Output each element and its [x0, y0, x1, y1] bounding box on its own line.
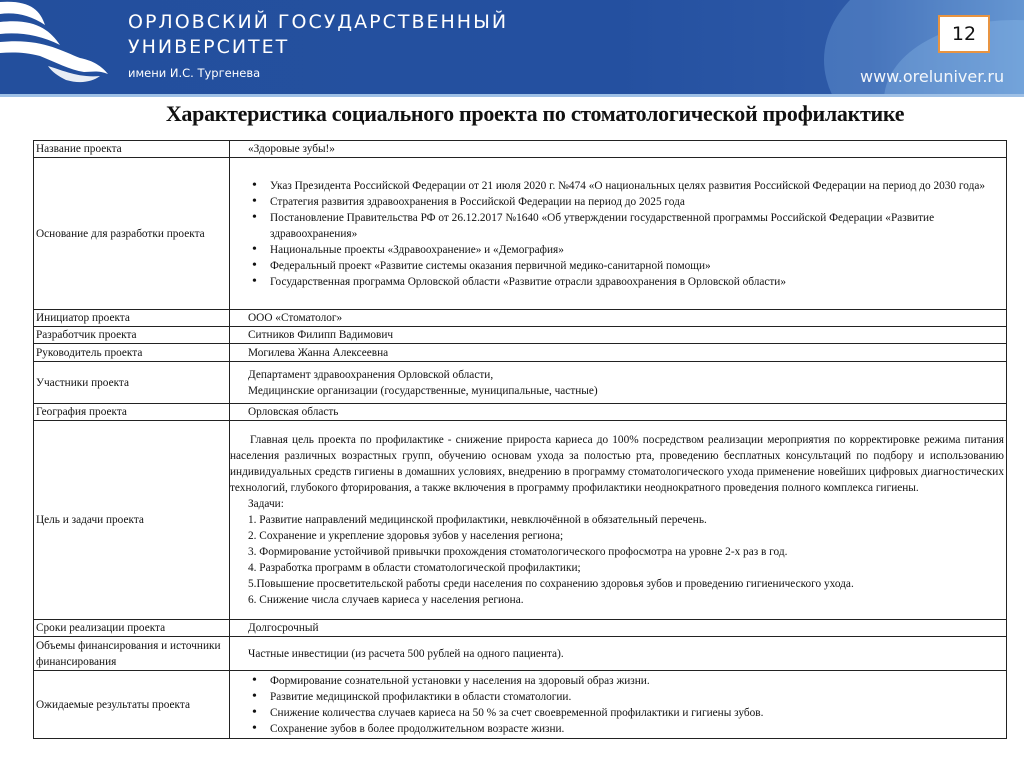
row-value	[230, 421, 1007, 620]
basis-list	[232, 178, 1004, 290]
table-row-developer	[34, 327, 1007, 344]
task-item: 5.Повышение просветительской работы среди населения по сохранению здоровья зубов и проведению гигиенического ухода.	[248, 578, 854, 590]
tasks-list	[230, 496, 1004, 608]
row-label: Цель и задачи проекта	[34, 421, 230, 620]
table-row-basis	[34, 158, 1007, 310]
table-row-manager	[34, 344, 1007, 362]
row-value: «Здоровые зубы!»	[230, 141, 1007, 158]
table-row-results	[34, 671, 1007, 739]
university-banner	[0, 0, 1024, 94]
university-name	[128, 10, 508, 60]
row-value: Частные инвестиции (из расчета 500 рублей на одного пациента).	[230, 637, 1007, 671]
row-label: География проекта	[34, 404, 230, 421]
table-row-initiator	[34, 310, 1007, 327]
row-value: Могилева Жанна Алексеевна	[230, 344, 1007, 362]
list-item: • Постановление Правительства РФ от 26.12.2017 №1640 «Об утверждении государственной программы Российской Федерации «Развитие здравоохранения»	[252, 210, 1004, 242]
table-row-participants	[34, 362, 1007, 404]
row-value	[230, 671, 1007, 739]
row-value: Долгосрочный	[230, 620, 1007, 637]
list-item: • Указ Президента Российской Федерации от 21 июля 2020 г. №474 «О национальных целях развития Российской Федерации на период до 2030 года»	[252, 178, 1004, 194]
row-label: Основание для разработки проекта	[34, 158, 230, 310]
eagle-logo-icon	[0, 0, 115, 94]
row-value: ООО «Стоматолог»	[230, 310, 1007, 327]
row-value: Ситников Филипп Вадимович	[230, 327, 1007, 344]
participant-line: Департамент здравоохранения Орловской области,	[248, 368, 494, 381]
task-item: 6. Снижение числа случаев кариеса у населения региона.	[248, 594, 524, 606]
task-item: 3. Формирование устойчивой привычки прохождения стоматологического профосмотра на уровне 2-х раз в год.	[248, 546, 788, 558]
list-item: • Формирование сознательной установки у населения на здоровый образ жизни.	[252, 673, 1004, 689]
row-label: Руководитель проекта	[34, 344, 230, 362]
tasks-heading: Задачи:	[248, 498, 284, 510]
list-item: • Сохранение зубов в более продолжительном возрасте жизни.	[252, 721, 1004, 737]
table-row-geography	[34, 404, 1007, 421]
university-name-line2: УНИВЕРСИТЕТ	[128, 36, 290, 58]
row-value: Орловская область	[230, 404, 1007, 421]
row-label: Ожидаемые результаты проекта	[34, 671, 230, 739]
row-label: Название проекта	[34, 141, 230, 158]
list-item: • Снижение количества случаев кариеса на 50 % за счет своевременной профилактики и гигиены зубов.	[252, 705, 1004, 721]
table-row-funding	[34, 637, 1007, 671]
task-item: 1. Развитие направлений медицинской профилактики, невключённой в обязательный перечень.	[248, 514, 707, 526]
participant-line: Медицинские организации (государственные, муниципальные, частные)	[248, 384, 598, 397]
row-label: Разработчик проекта	[34, 327, 230, 344]
table-row-goals	[34, 421, 1007, 620]
table-row-name	[34, 141, 1007, 158]
list-item: • Национальные проекты «Здравоохранение» и «Демография»	[252, 242, 1004, 258]
university-name-line1: ОРЛОВСКИЙ ГОСУДАРСТВЕННЫЙ	[128, 11, 509, 33]
row-value	[230, 158, 1007, 310]
banner-divider	[0, 94, 1024, 97]
website-link[interactable]: www.oreluniver.ru	[860, 67, 1005, 86]
slide-number-badge: 12	[938, 15, 990, 53]
list-item: • Стратегия развития здравоохранения в Российской Федерации на период до 2025 года	[252, 194, 1004, 210]
page-title: Характеристика социального проекта по стоматологической профилактике	[165, 101, 905, 126]
row-label: Инициатор проекта	[34, 310, 230, 327]
table-row-timeline	[34, 620, 1007, 637]
row-label: Участники проекта	[34, 362, 230, 404]
project-table	[33, 140, 1007, 739]
task-item: 2. Сохранение и укрепление здоровья зубов у населения региона;	[248, 530, 564, 542]
list-item: • Государственная программа Орловской области «Развитие отрасли здравоохранения в Орловской области»	[252, 274, 1004, 290]
results-list	[232, 673, 1004, 737]
main-goal-text: Главная цель проекта по профилактике - снижение прироста кариеса до 100% посредством реализации мероприятия по корректировке режима питания населения различных возрастных групп, обучению основам ухода за полостью рта, проведению бесплатных консультаций по подбору и использованию индивидуальных средств гигиены в домашних условиях, внедрению в программу стоматологического ухода применение новейших цифровых диагностических технологий, глубокого фторирования, а также включения в программу профилактики неоднократного проведения полного комплекса гигиены.	[230, 434, 1004, 494]
university-subtitle: имени И.С. Тургенева	[128, 66, 261, 80]
row-label: Объемы финансирования и источники финансирования	[34, 637, 230, 671]
list-item: • Развитие медицинской профилактики в области стоматологии.	[252, 689, 1004, 705]
row-value	[230, 362, 1007, 404]
row-label: Сроки реализации проекта	[34, 620, 230, 637]
list-item: • Федеральный проект «Развитие системы оказания первичной медико-санитарной помощи»	[252, 258, 1004, 274]
task-item: 4. Разработка программ в области стоматологической профилактики;	[248, 562, 581, 574]
